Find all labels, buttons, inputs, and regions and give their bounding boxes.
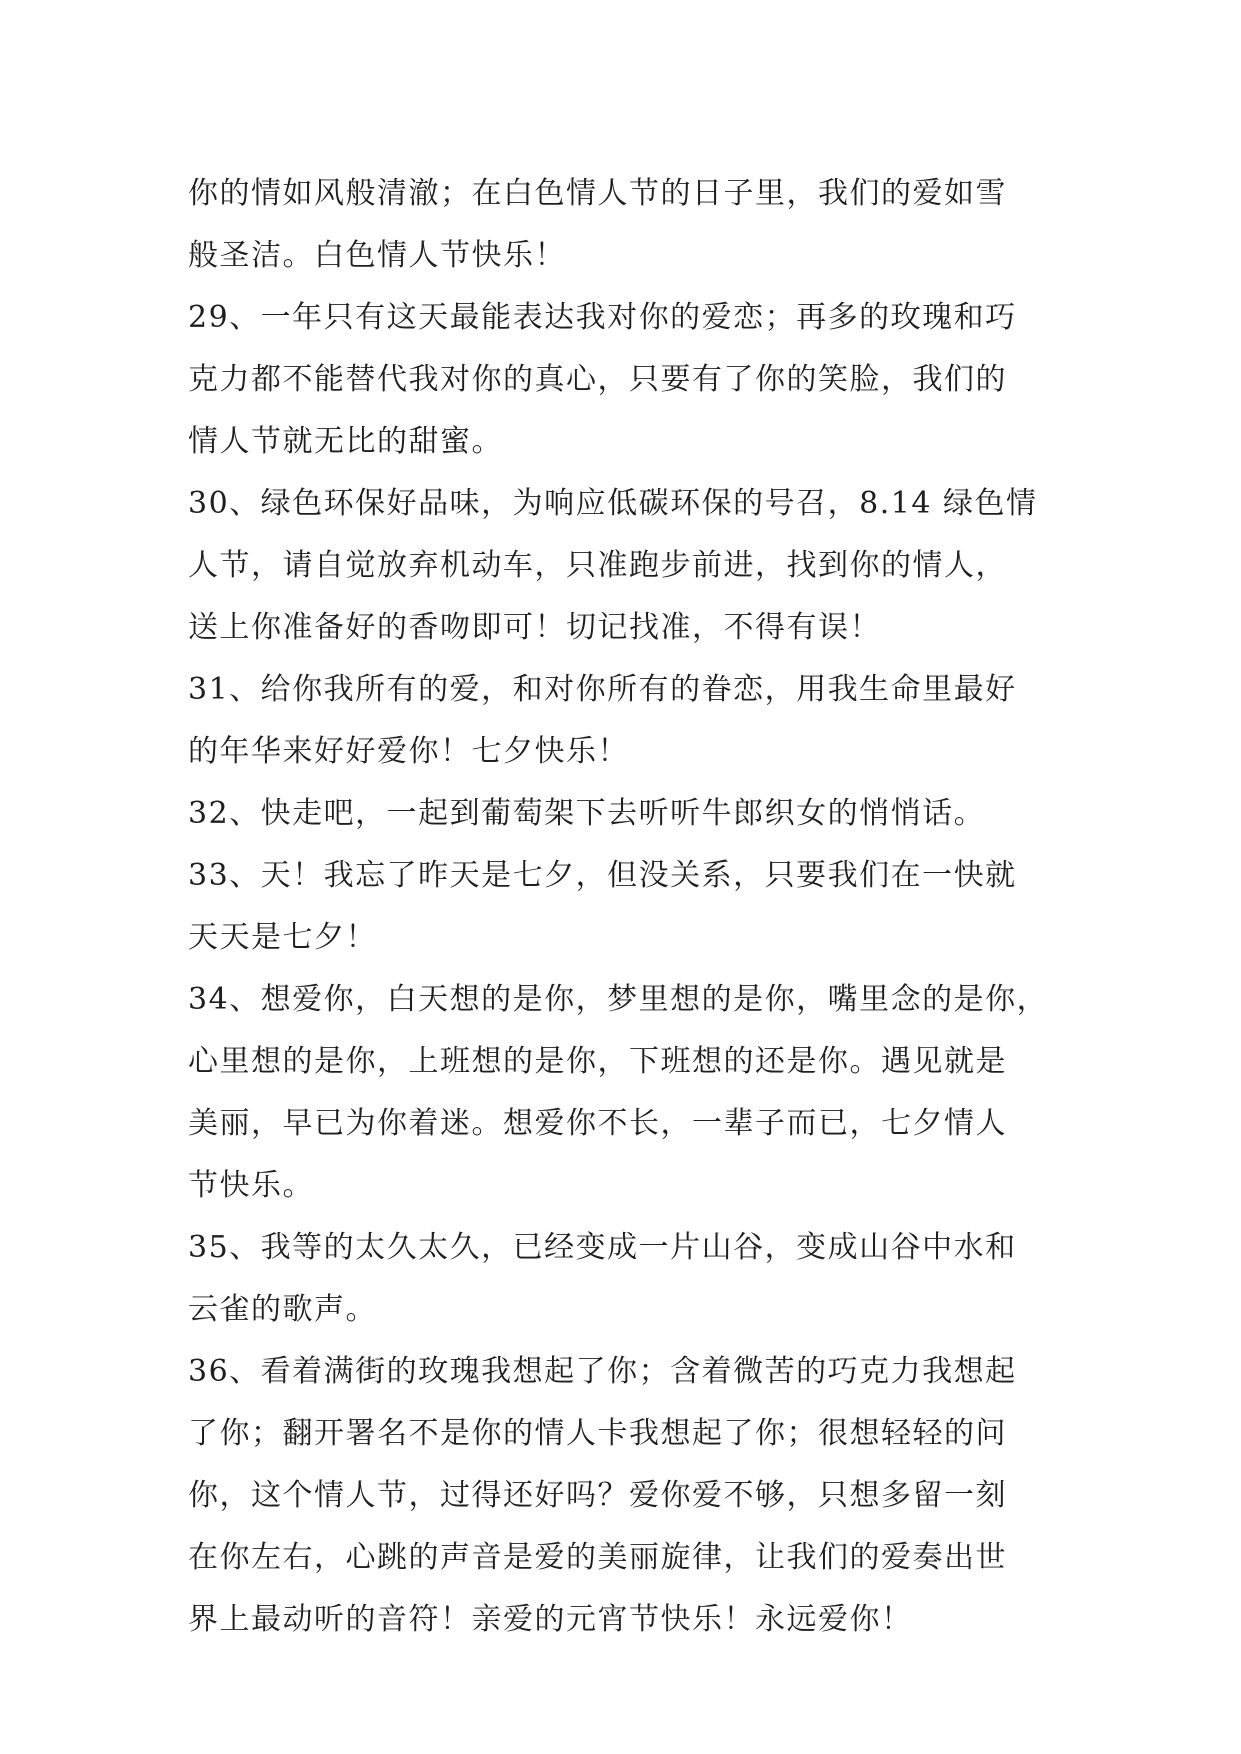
text-line: 般圣洁。白色情人节快乐！ <box>188 238 566 273</box>
text-line: 了你；翻开署名不是你的情人卡我想起了你；很想轻轻的问 <box>188 1416 1007 1451</box>
text-line: 情人节就无比的甜蜜。 <box>188 424 503 459</box>
text-line: 你，这个情人节，过得还好吗？爱你爱不够，只想多留一刻 <box>188 1478 1007 1513</box>
text-line: 35、我等的太久太久，已经变成一片山谷，变成山谷中水和 <box>188 1230 1017 1265</box>
text-line: 的年华来好好爱你！七夕快乐！ <box>188 734 629 769</box>
text-line: 界上最动听的音符！亲爱的元宵节快乐！永远爱你！ <box>188 1602 913 1637</box>
text-line: 34、想爱你，白天想的是你，梦里想的是你，嘴里念的是你， <box>188 982 1049 1017</box>
text-line: 云雀的歌声。 <box>188 1292 377 1327</box>
text-line: 你的情如风般清澈；在白色情人节的日子里，我们的爱如雪 <box>188 176 1007 211</box>
text-line: 心里想的是你，上班想的是你，下班想的还是你。遇见就是 <box>188 1044 1007 1079</box>
text-line: 在你左右，心跳的声音是爱的美丽旋律，让我们的爱奏出世 <box>188 1540 1007 1575</box>
text-line: 29、一年只有这天最能表达我对你的爱恋；再多的玫瑰和巧 <box>188 300 1017 335</box>
document-body <box>188 163 1068 1651</box>
text-line: 36、看着满街的玫瑰我想起了你；含着微苦的巧克力我想起 <box>188 1354 1017 1389</box>
text-line: 美丽，早已为你着迷。想爱你不长，一辈子而已，七夕情人 <box>188 1106 1007 1141</box>
text-line: 31、给你我所有的爱，和对你所有的眷恋，用我生命里最好 <box>188 672 1017 707</box>
text-line: 送上你准备好的香吻即可！切记找准，不得有误！ <box>188 610 881 645</box>
text-line: 天天是七夕！ <box>188 920 377 955</box>
text-line: 32、快走吧，一起到葡萄架下去听听牛郎织女的悄悄话。 <box>188 796 986 831</box>
text-line: 33、天！我忘了昨天是七夕，但没关系，只要我们在一快就 <box>188 858 1017 893</box>
text-line: 克力都不能替代我对你的真心，只要有了你的笑脸，我们的 <box>188 362 1007 397</box>
text-line: 节快乐。 <box>188 1168 314 1203</box>
text-line: 30、绿色环保好品味，为响应低碳环保的号召，8.14 绿色情 <box>188 486 1038 521</box>
text-line: 人节，请自觉放弃机动车，只准跑步前进，找到你的情人， <box>188 548 1007 583</box>
